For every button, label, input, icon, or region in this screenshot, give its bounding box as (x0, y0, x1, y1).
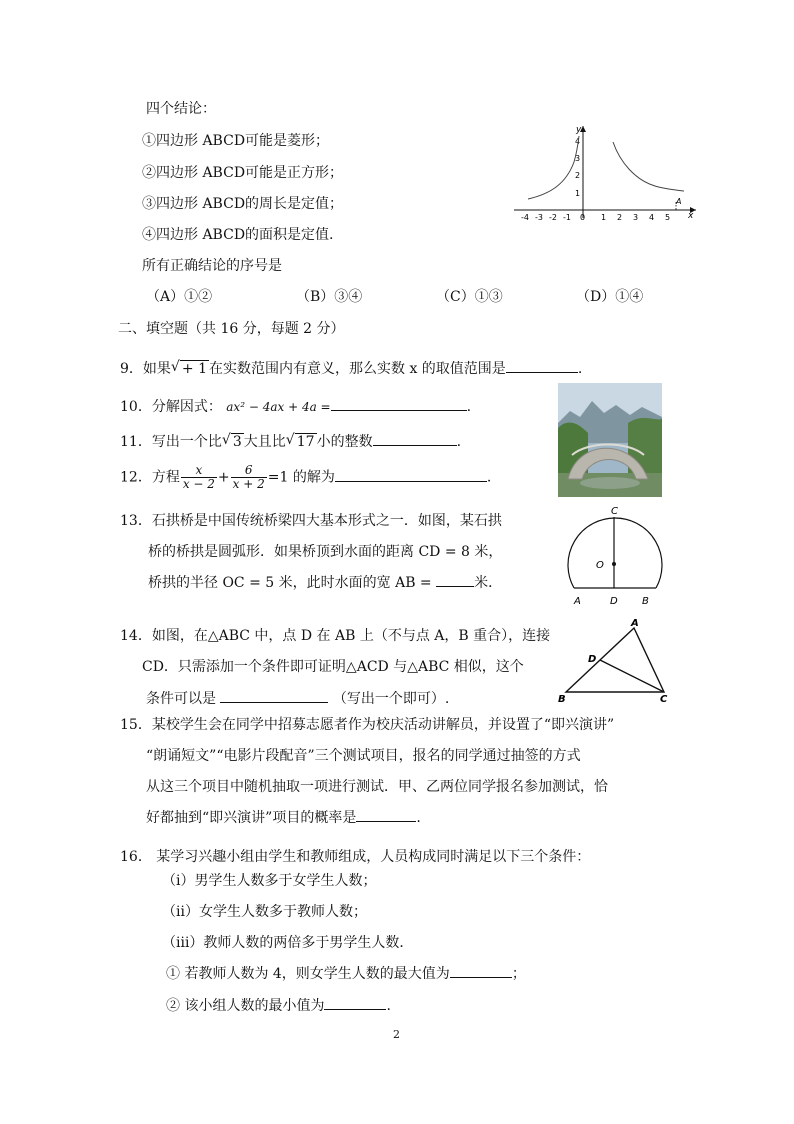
q10-prefix: 10．分解因式： (120, 399, 222, 415)
q11-radical-1: √ 3 (221, 432, 242, 450)
q15-end: . (416, 810, 421, 826)
label-o: O (596, 560, 604, 571)
q9-prefix: 9．如果 (120, 361, 171, 377)
page-number: 2 (393, 1028, 400, 1041)
q12-plus: + (217, 469, 230, 486)
x-axis-label: x (688, 211, 694, 221)
q12-fraction-2 (231, 464, 267, 491)
q12-fraction-1 (181, 464, 217, 491)
label-b: B (558, 694, 566, 705)
label-c: C (611, 506, 618, 517)
option-a[interactable]: （A）①② (146, 289, 213, 305)
q15-answer-blank[interactable] (356, 807, 416, 822)
y-axis-label: y (576, 125, 582, 135)
q16-answer-blank-1[interactable] (450, 963, 512, 978)
q11-mid: 大且比 (243, 434, 286, 450)
q11-answer-blank[interactable] (373, 431, 457, 446)
q12-prefix: 12．方程 (120, 469, 180, 486)
conclusions-prompt: 所有正确结论的序号是 (142, 258, 282, 274)
conclusion-2: ②四边形 ABCD可能是正方形； (142, 165, 344, 181)
q13-answer-blank[interactable] (436, 572, 474, 587)
x-tick-label: 0 (580, 213, 586, 222)
x-tick-label: 1 (601, 213, 607, 222)
x-tick-label: -3 (535, 213, 543, 222)
label-a: A (574, 596, 581, 607)
q9-radicand: + 1 (181, 361, 208, 377)
arch-circle-figure (560, 500, 672, 612)
q14-note: （写出一个即可）. (332, 691, 450, 707)
q15-line-1: 15．某校学生会在同学中招募志愿者作为校庆活动讲解员，并设置了“即兴演讲” (120, 717, 615, 733)
label-d: D (610, 596, 618, 607)
center-o (612, 562, 616, 566)
q10-expression: ax² − 4ax + 4a = (226, 400, 331, 414)
conclusion-3: ③四边形 ABCD的周长是定值； (142, 196, 344, 212)
arch-arc (568, 518, 662, 588)
q14-answer-blank[interactable] (220, 688, 328, 703)
q16-sub-2 (166, 995, 391, 1015)
q11-radicand-1: 3 (232, 434, 242, 450)
q16-condition-3: （ⅲ）教师人数的两倍多于男学生人数． (162, 935, 414, 951)
conclusion-4: ④四边形 ABCD的面积是定值. (142, 227, 334, 243)
q12-answer-blank[interactable] (335, 467, 487, 482)
q16-sub-2-end: . (386, 998, 391, 1014)
option-d[interactable]: （D）①④ (576, 289, 644, 305)
x-tick-label: 5 (665, 213, 671, 222)
triangle-abc (566, 628, 664, 692)
x-tick-label: -2 (549, 213, 557, 222)
q11-radical-2: √ 17 (285, 432, 315, 450)
q9-text: 在实数范围内有意义，那么实数 x 的取值范围是 (209, 361, 506, 377)
q12-f1-denominator: x − 2 (182, 477, 215, 491)
q12-f1-numerator: x (181, 464, 217, 478)
section-heading: 二、填空题（共 16 分，每题 2 分） (118, 321, 345, 337)
q16-condition-2: （ⅱ）女学生人数多于教师人数； (162, 904, 367, 920)
q13-line-3-text: 桥拱的半径 OC = 5 米，此时水面的宽 AB = (148, 575, 432, 591)
q14-line-1: 14．如图，在△ABC 中，点 D 在 AB 上（不与点 A，B 重合），连接 (120, 628, 551, 644)
q11-radicand-2: 17 (296, 434, 315, 450)
stone-arch-bridge-image (558, 383, 662, 497)
q10-answer-blank[interactable] (331, 396, 467, 411)
q16-sub-1 (166, 963, 526, 983)
label-c: C (660, 694, 668, 705)
x-tick-label: -1 (563, 213, 571, 222)
function-graph (510, 122, 700, 224)
q9-answer-blank[interactable] (506, 358, 578, 373)
option-b[interactable]: （B）③④ (296, 289, 363, 305)
q16-condition-1: （ⅰ）男学生人数多于女学生人数； (162, 873, 377, 889)
q16-sub-1-end: ； (511, 966, 526, 982)
conclusions-heading: 四个结论： (146, 101, 216, 117)
curve-right-branch (613, 142, 684, 191)
q13-line-1: 13．石拱桥是中国传统桥梁四大基本形式之一．如图，某石拱 (120, 513, 502, 529)
q15-line-3: 从这三个项目中随机抽取一项进行测试．甲、乙两位同学报名参加测试，恰 (146, 779, 608, 795)
question-11 (120, 431, 461, 451)
x-tick-label: 4 (649, 213, 655, 222)
q11-text: 小的整数 (316, 434, 373, 450)
y-tick-label: 3 (575, 154, 581, 163)
q10-end: . (466, 399, 472, 415)
y-tick-label: 1 (575, 189, 581, 198)
label-a: A (631, 618, 639, 629)
q9-end: . (577, 361, 583, 377)
curve-left-branch (528, 136, 579, 199)
question-9 (120, 358, 582, 378)
q16-sub-2-text: ② 该小组人数的最小值为 (166, 998, 325, 1014)
q13-line-3 (148, 572, 502, 592)
label-b: B (642, 596, 649, 607)
q9-radical: √ + 1 (170, 359, 208, 377)
q13-unit: 米． (474, 575, 503, 591)
x-tick-label: -4 (521, 213, 529, 222)
q14-line-3 (146, 688, 449, 708)
x-tick-label: 3 (633, 213, 639, 222)
q15-line-4 (146, 807, 421, 827)
q14-line-2: CD．只需添加一个条件即可证明△ACD 与△ABC 相似，这个 (142, 659, 524, 675)
q11-prefix: 11．写出一个比 (120, 434, 222, 450)
question-12 (120, 464, 491, 491)
q15-line-4-text: 好都抽到“即兴演讲”项目的概率是 (146, 810, 357, 826)
bridge-photo (558, 383, 662, 497)
q16-line-1: 16． 某学习兴趣小组由学生和教师组成，人员构成同时满足以下三个条件： (120, 849, 591, 865)
y-tick-label: 4 (575, 137, 581, 146)
q12-text: =1 的解为 (267, 469, 335, 486)
q16-sub-1-text: ① 若教师人数为 4，则女学生人数的最大值为 (166, 966, 450, 982)
x-tick-label: 2 (617, 213, 623, 222)
conclusion-1: ①四边形 ABCD可能是菱形； (142, 133, 330, 149)
q12-end: . (486, 469, 492, 486)
q16-answer-blank-2[interactable] (324, 995, 386, 1010)
q15-line-2: “朗诵短文”“电影片段配音”三个测试项目，报名的同学通过抽签的方式 (146, 748, 581, 764)
label-d: D (588, 654, 597, 665)
question-10 (120, 396, 471, 416)
triangle-figure (554, 614, 676, 706)
y-tick-label: 2 (575, 171, 581, 180)
q12-f2-numerator: 6 (231, 464, 267, 478)
q13-line-2: 桥的桥拱是圆弧形．如果桥顶到水面的距离 CD = 8 米， (148, 544, 503, 560)
option-c[interactable]: （C）①③ (436, 289, 503, 305)
segment-cd (600, 660, 664, 692)
q11-end: . (456, 434, 462, 450)
point-a-label: A (676, 197, 682, 206)
q14-line-3-text: 条件可以是 (146, 691, 216, 707)
q12-f2-denominator: x + 2 (232, 477, 265, 491)
